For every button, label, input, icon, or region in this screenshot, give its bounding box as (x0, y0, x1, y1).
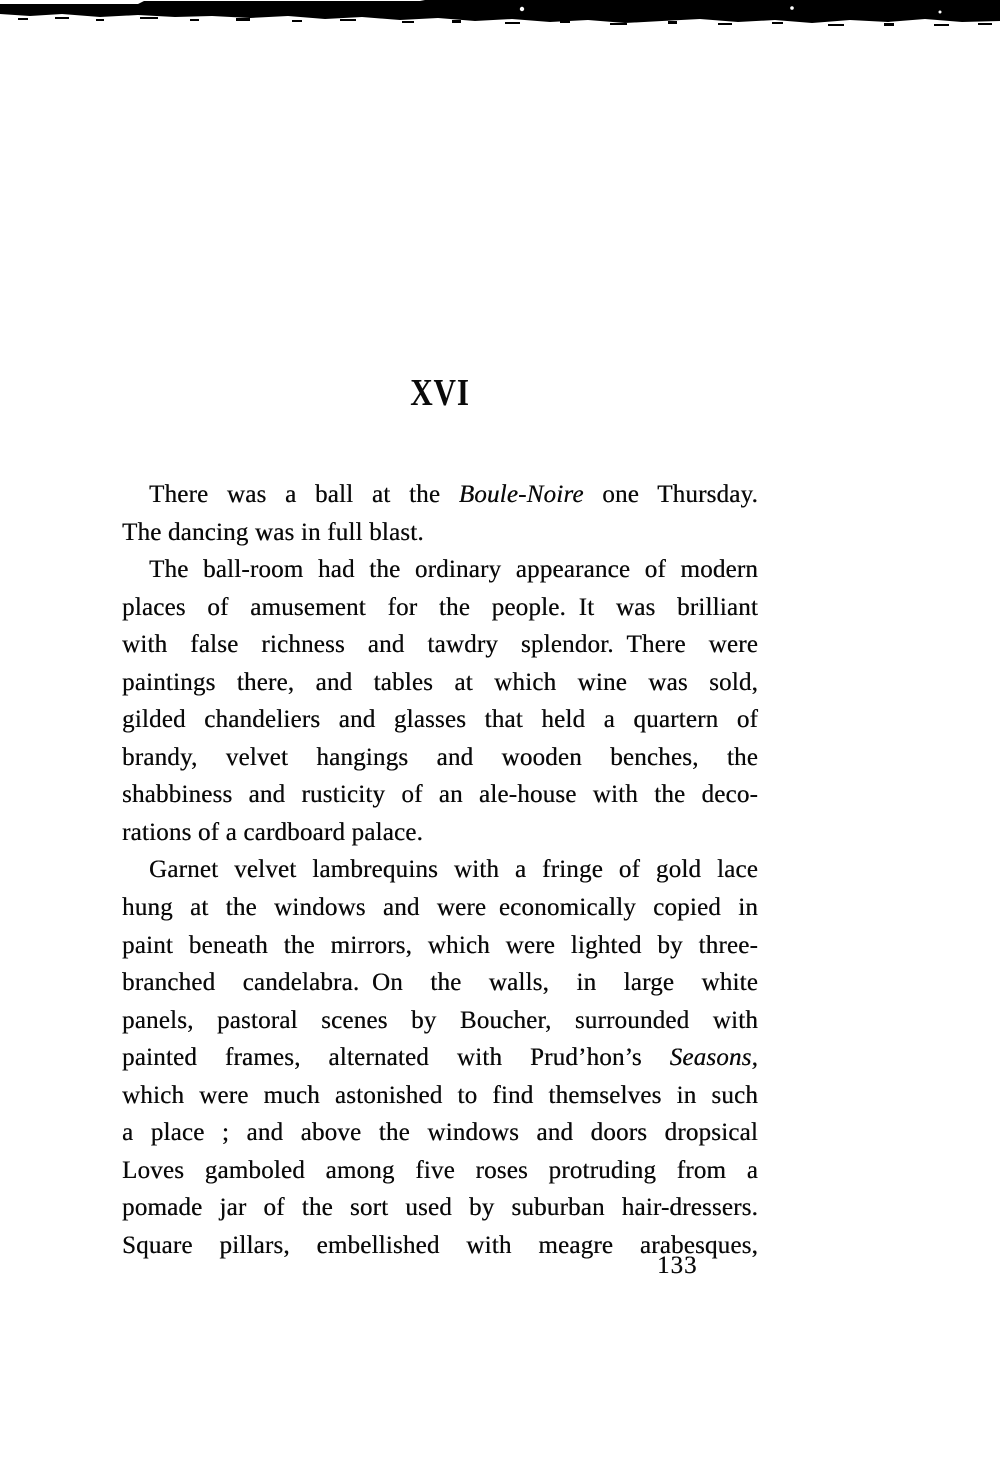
text-segment: Garnet velvet lambrequins with a fringe of gold lace (149, 856, 758, 884)
text-line (122, 927, 758, 965)
page-number: 133 (657, 1252, 698, 1279)
text-segment: paintings there, and tables at which wine was sold, (122, 668, 758, 696)
text-segment: The dancing was in full blast. (122, 518, 424, 546)
text-segment: Square pillars, embellished with meagre arabesques, (122, 1231, 758, 1259)
text-line (122, 701, 758, 739)
text-line (122, 476, 758, 514)
text-segment: There was a ball at the (149, 481, 459, 508)
text-line (122, 851, 758, 889)
text-line (122, 664, 758, 702)
text-line (122, 626, 758, 664)
text-segment: with false richness and tawdry splendor. There were (122, 631, 758, 659)
italic-text: Seasons, (669, 1044, 758, 1072)
text-line (122, 1039, 758, 1077)
text-segment: rations of a cardboard palace. (122, 818, 423, 846)
text-line (122, 1077, 758, 1115)
text-segment: pomade jar of the sort used by suburban hair-dressers. (122, 1194, 758, 1222)
text-line (122, 889, 758, 927)
text-line (122, 776, 758, 814)
text-segment: painted frames, alternated with Prud’hon’s (122, 1044, 670, 1072)
text-segment: a place ; and above the windows and doors dropsical (122, 1119, 758, 1147)
italic-text: Boule-Noire (458, 481, 584, 508)
text-line (122, 1114, 758, 1152)
text-line (122, 814, 758, 852)
text-line (122, 964, 758, 1002)
text-segment: hung at the windows and were economically copied in (122, 894, 758, 922)
text-segment: branched candelabra. On the walls, in large white (122, 969, 758, 997)
text-line (122, 739, 758, 777)
chapter-heading: XVI (410, 372, 470, 414)
text-line (122, 1002, 758, 1040)
scan-artifact-band (0, 0, 1000, 34)
text-segment: which were much astonished to find themselves in such (122, 1081, 758, 1109)
text-segment: The ball-room had the ordinary appearance of modern (149, 556, 758, 584)
text-segment: panels, pastoral scenes by Boucher, surrounded with (122, 1006, 758, 1034)
text-segment: shabbiness and rusticity of an ale-house with the deco- (122, 781, 758, 809)
text-line (122, 514, 758, 552)
text-line (122, 589, 758, 627)
text-line (122, 551, 758, 589)
text-segment: brandy, velvet hangings and wooden benches, the (122, 743, 758, 771)
text-segment: gilded chandeliers and glasses that held a quartern of (122, 706, 758, 734)
text-line (122, 1189, 758, 1227)
text-segment: paint beneath the mirrors, which were lighted by three- (122, 931, 758, 959)
text-line (122, 1152, 758, 1190)
text-segment: one Thursday. (583, 481, 758, 508)
page-body-text (122, 476, 758, 1264)
text-segment: Loves gamboled among five roses protruding from a (122, 1156, 758, 1184)
text-segment: places of amusement for the people. It was brilliant (122, 593, 758, 621)
